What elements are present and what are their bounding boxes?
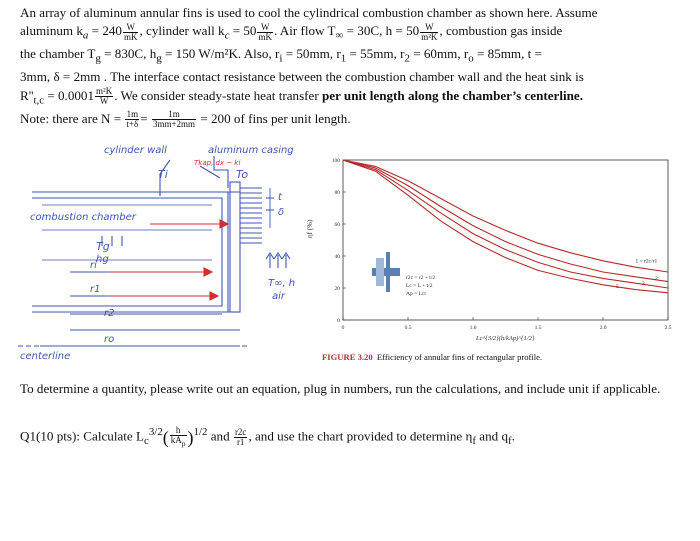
y-tick-label: 80 [334, 190, 340, 196]
inset-line-3: Ap = Lct [406, 291, 426, 297]
curve-label: 5 [616, 284, 619, 290]
inset-fin-cylinder [376, 258, 384, 286]
y-tick-label: 0 [337, 318, 340, 324]
problem-line-4: 3mm, δ = 2mm . The interface contact resistance between the combustion chamber wall and the heat sink is [20, 69, 584, 85]
x-tick-label: 2.0 [599, 325, 607, 331]
label-to: To [236, 168, 249, 181]
problem-line-5: $R''_{t,c} = 0.0001$ $\frac{\text{m²K}}{W}$ . We consider steady-state heat transfer per unit length along the chamber’s centerline. [20, 86, 583, 107]
label-tg: Tg [96, 240, 110, 253]
figure-caption: FIGURE 3.20 Efficiency of annular fins of rectangular profile. [322, 352, 543, 362]
fin-sketch [18, 156, 290, 346]
inset-line-1: r2c = r2 + t/2 [406, 275, 436, 281]
x-tick-label: 1.0 [469, 325, 477, 331]
y-tick-label: 60 [334, 222, 340, 228]
label-aluminum-casing: aluminum casing [208, 145, 294, 156]
label-combustion-chamber: combustion chamber [30, 212, 136, 223]
task-instructions: To determine a quantity, please write out an equation, plug in numbers, run the calculations, and include unit if applicable. [20, 381, 661, 396]
problem-statement [20, 4, 682, 129]
curve-label: 2 [655, 276, 658, 282]
label-casing-note: Tkap, dx ~ ki [194, 159, 241, 167]
x-tick-label: 0.5 [404, 325, 412, 331]
y-tick-label: 40 [334, 254, 340, 260]
figure [0, 140, 700, 376]
problem-line-2: aluminum $k_a = 240$ $\frac{W}{mK}$ , cylinder wall $k_c = 50$ $\frac{W}{mK}$ . Air flow $T_\infty = 30C$, h = 50 $\frac{W}{\text{m²K}}$ , combustion gas inside [20, 21, 563, 43]
y-tick-label: 20 [334, 286, 340, 292]
x-tick-label: 2.5 [664, 325, 672, 331]
fins [240, 188, 262, 243]
problem-note: Note: there are N = $\frac{1m}{t+\delta}$ = $\frac{1m}{3mm+2mm}$ = 200 of fins per unit length. [20, 109, 351, 130]
problem-line-3: the chamber $T_g = 830C$, $h_g = 150$ W/m²K. Also, $r_i = 50mm$, $r_1 = 55mm$, $r_2 = 60mm$, $r_o = 85mm$, t = [20, 46, 542, 66]
label-t: t [278, 192, 282, 203]
label-hg: hg [96, 254, 109, 265]
chart-ylabel: ηf (%) [306, 219, 314, 238]
y-tick-label: 100 [331, 158, 340, 164]
label-tinf-h: T∞, h [268, 278, 296, 289]
label-centerline: centerline [20, 351, 71, 362]
label-ro: ro [104, 334, 115, 345]
label-ti: Ti [158, 168, 168, 181]
x-tick-label: 0 [341, 325, 345, 331]
chart-plot-area [343, 160, 668, 320]
label-delta: δ [278, 207, 285, 218]
curve-label: 1 = r2c/r1 [635, 258, 658, 265]
inset-fin [386, 252, 390, 292]
label-cylinder-wall: cylinder wall [104, 145, 167, 156]
problem-line-1: An array of aluminum annular fins is used to cool the cylindrical combustion chamber as shown here. Assume [20, 5, 598, 20]
curve-label: 3 [642, 280, 645, 287]
label-air: air [272, 291, 286, 302]
label-r2: r2 [104, 308, 115, 319]
label-r1: r1 [90, 284, 101, 295]
chart-xlabel: Lc^{3/2}(h/kAp)^{1/2} [476, 335, 535, 342]
question-1: Q1(10 pts): Calculate $L_c^{3/2}$( $\frac{h}{kA_p}$ )$^{1/2}$ and $\frac{r2c}{r1}$ , and use the chart provided to determine $\eta_f$ and $q_f$. [20, 425, 515, 449]
efficiency-chart [306, 158, 672, 342]
label-ri: ri [90, 260, 97, 271]
x-tick-label: 1.5 [534, 325, 542, 331]
inset-line-2: Lc = L + t/2 [406, 283, 433, 289]
